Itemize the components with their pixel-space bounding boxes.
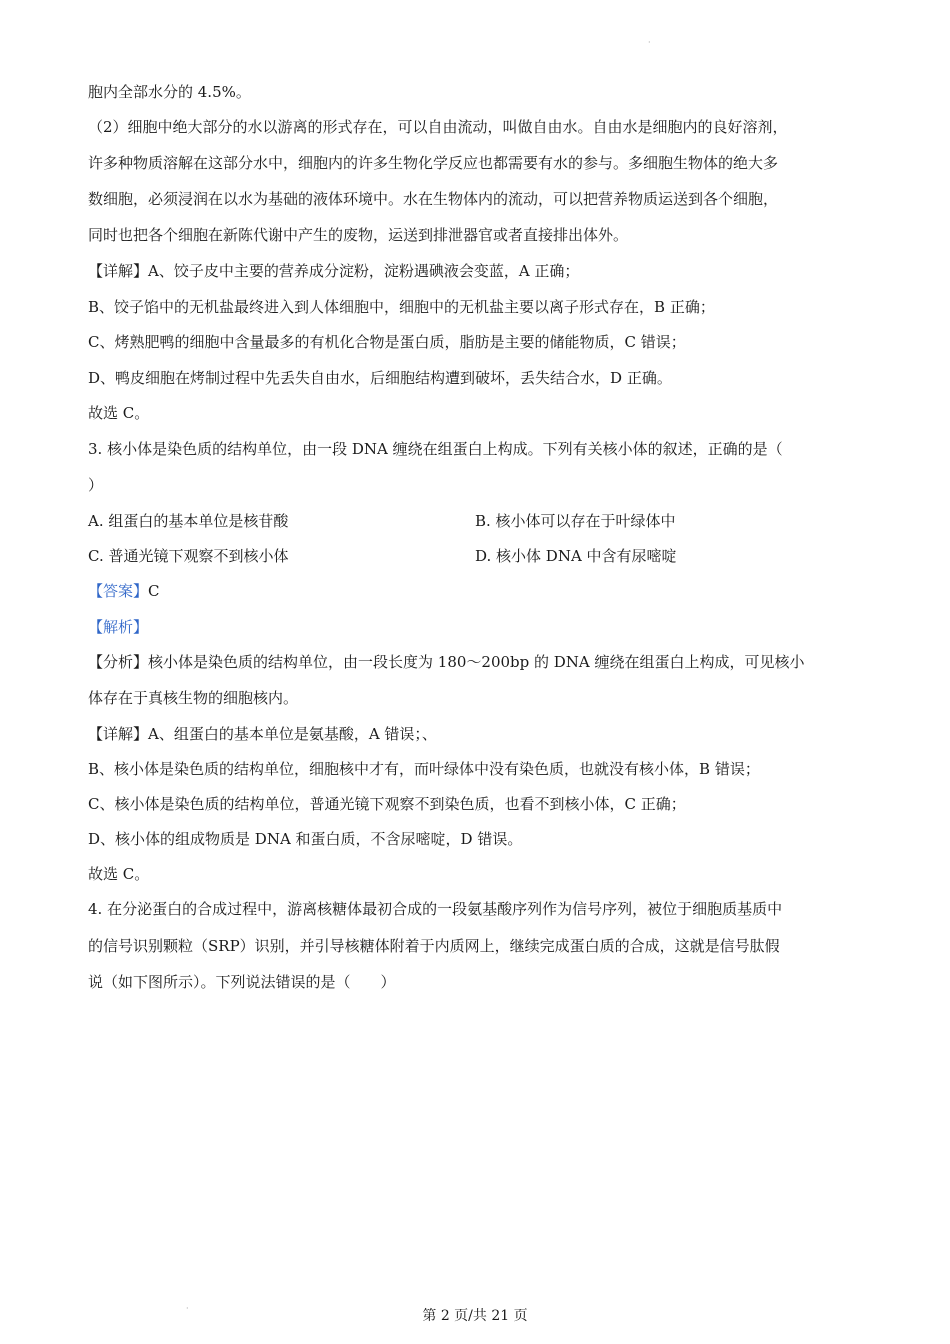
text-line: 胞内全部水分的 4.5%。 [88, 83, 251, 101]
text-line: 许多种物质溶解在这部分水中，细胞内的许多生物化学反应也都需要有水的参与。多细胞生物体的绝大多 [88, 154, 779, 172]
text-line: 数细胞，必须浸润在以水为基础的液体环境中。水在生物体内的流动，可以把营养物质运送到各个细胞， [88, 190, 779, 208]
question-3-stem-end: ） [88, 476, 104, 494]
text-line: C、核小体是染色质的结构单位，普通光镜下观察不到染色质，也看不到核小体，C 正确； [88, 795, 686, 813]
option-c: C. 普通光镜下观察不到核小体 [88, 547, 289, 565]
page-footer: 第 2 页/共 21 页 [422, 1308, 528, 1324]
option-b: B. 核小体可以存在于叶绿体中 [475, 512, 676, 530]
text-line: 【详解】A、组蛋白的基本单位是氨基酸，A 错误；、 [88, 725, 437, 743]
answer-label: 【答案】 [88, 582, 149, 600]
question-4-stem: 的信号识别颗粒（SRP）识别，并引导核糖体附着于内质网上，继续完成蛋白质的合成，这就是信号肽假 [88, 937, 780, 955]
text-line: 【详解】A、饺子皮中主要的营养成分淀粉，淀粉遇碘液会变蓝，A 正确； [88, 262, 580, 280]
text-line: 【分析】核小体是染色质的结构单位，由一段长度为 180～200bp 的 DNA 缠绕在组蛋白上构成，可见核小 [88, 653, 805, 671]
text-line: D、鸭皮细胞在烤制过程中先丢失自由水，后细胞结构遭到破坏，丢失结合水，D 正确。 [88, 369, 672, 387]
text-line: （2）细胞中绝大部分的水以游离的形式存在，可以自由流动，叫做自由水。自由水是细胞内的良好溶剂， [88, 118, 788, 136]
text-line: 故选 C。 [88, 865, 150, 883]
question-4-stem: 4. 在分泌蛋白的合成过程中，游离核糖体最初合成的一段氨基酸序列作为信号序列，被位于细胞质基质中 [88, 900, 783, 918]
text-line: 同时也把各个细胞在新陈代谢中产生的废物，运送到排泄器官或者直接排出体外。 [88, 226, 629, 244]
option-a: A. 组蛋白的基本单位是核苷酸 [88, 512, 289, 530]
answer-line [88, 581, 868, 601]
analysis-label: 【解析】 [88, 618, 149, 636]
text-line: C、烤熟肥鸭的细胞中含量最多的有机化合物是蛋白质，脂肪是主要的储能物质，C 错误； [88, 333, 686, 351]
bottom-mark: · [186, 1304, 189, 1313]
text-line: 体存在于真核生物的细胞核内。 [88, 689, 299, 707]
question-3-stem: 3. 核小体是染色质的结构单位，由一段 DNA 缠绕在组蛋白上构成。下列有关核小体的叙述，正确的是（ [88, 440, 783, 458]
text-line: 故选 C。 [88, 404, 150, 422]
option-d: D. 核小体 DNA 中含有尿嘧啶 [475, 547, 677, 565]
text-line: D、核小体的组成物质是 DNA 和蛋白质，不含尿嘧啶，D 错误。 [88, 830, 523, 848]
question-4-stem: 说（如下图所示）。下列说法错误的是（ ） [88, 973, 396, 991]
text-line: B、饺子馅中的无机盐最终进入到人体细胞中，细胞中的无机盐主要以离子形式存在，B 正确； [88, 298, 715, 316]
answer-value: C [148, 582, 160, 600]
text-line: B、核小体是染色质的结构单位，细胞核中才有，而叶绿体中没有染色质，也就没有核小体，B 错误； [88, 760, 760, 778]
top-mark: · [648, 38, 651, 47]
